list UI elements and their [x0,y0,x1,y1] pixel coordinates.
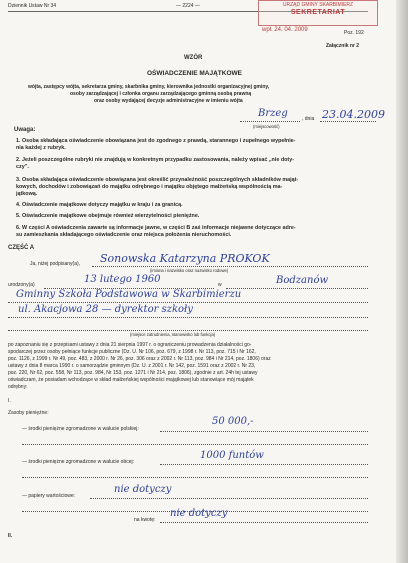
cash-pln-label: — środki pieniężne zgromadzone w walucie polskiej: [22,426,139,432]
date-prefix: , dnia [302,116,315,122]
name-caption: (imiona i nazwisko oraz nazwisko rodowe) [150,268,229,273]
stamp-date: wpł. 24. 04. 2009 [262,27,308,33]
cash-foreign-line-2 [22,477,368,478]
employment-line-2-handwritten: ul. Akacjowa 28 — dyrektor szkoły [18,304,193,315]
legal-line-6: oświadczam, że posiadam wchodzące w skład małżeńskiej wspólności majątkowej lub stanowiące mój majątek [8,377,254,383]
born-label: urodzony(a) [8,282,35,288]
cash-foreign-line [160,464,368,465]
employment-line-1-handwritten: Gminny Szkoła Podstawowa w Skarbimierzu [16,289,242,300]
uwaga-2b: czy”. [16,164,29,170]
legal-line-3: poz. 1126, z 1999 r. Nr 49, poz. 483, z 2000 r. Nr 26, poz. 306 oraz z 2002 r. Nr 113, poz. 984 i Nr 214, poz. 1806) oraz [8,356,271,362]
cash-pln-handwritten: 50 000,- [212,416,254,427]
uwaga-1a: 1. Osoba składająca oświadczenie obowiązana jest do zgodnego z prawdą, starannego i zupełnego wypełnie- [16,138,296,144]
amount-label: na kwotę: [134,517,156,523]
header-page-number: — 2224 — [176,3,200,9]
employment-line-1 [8,302,368,303]
subtitle-line-3: oraz osoby wydającej decyzje administracyjne w imieniu wójta [94,98,243,104]
cash-pln-line-2 [22,444,368,445]
place-line [240,121,300,122]
form-title: OŚWIADCZENIE MAJĄTKOWE [147,70,242,77]
employment-caption: (miejsce zatrudnienia, stanowisko lub funkcja) [130,332,216,337]
amount-handwritten: nie dotyczy [170,508,228,519]
section-ii-heading: II. [8,533,13,539]
stamp-department: SEKRETARIAT [290,9,346,16]
header-position: Poz. 192 [344,30,364,36]
section-i-heading: I. [8,398,11,404]
attachment-label: Załącznik nr 2 [326,43,360,49]
cash-pln-line [160,431,368,432]
uwaga-3b: kowych, dochodów i zobowiązań do majątku odrębnego i majątku objętego małżeńską wspólnością ma- [16,184,283,190]
wzor-label: WZÓR [184,55,203,61]
registry-stamp [258,0,378,26]
header-journal: Dziennik Ustaw Nr 34 [8,3,57,9]
czesc-a-heading: CZĘŚĆ A [8,245,35,251]
uwaga-heading: Uwaga: [14,127,36,133]
name-line [92,266,368,267]
securities-line [90,498,368,499]
name-handwritten: Sonowska Katarzyna PROKOK [100,252,270,265]
place-caption: (miejscowość) [253,124,280,129]
cash-foreign-handwritten: 1000 funtów [200,450,264,461]
securities-handwritten: nie dotyczy [114,484,172,495]
uwaga-2a: 2. Jeżeli poszczególne rubryki nie znajdują w konkretnym przypadku zastosowania, należy wpisać „nie doty- [16,157,294,163]
subtitle-line-2: osoby zarządzającej i członka organu zarządzającego gminną osobą prawną [70,91,252,97]
stamp-office: URZĄD GMINY SKARBIMIERZ [282,2,354,8]
legal-line-5: poz. 220, Nr 62, poz. 558, Nr 113, poz. 984, Nr 153, poz. 1271 i Nr 214, poz. 1806), zgodnie z art. 24h tej ustawy [8,370,258,376]
legal-line-4: ustawy z dnia 8 marca 1990 r. o samorządzie gminnym (Dz. U. z 2001 r. Nr 142, poz. 1591 oraz z 2002 r. Nr 23, [8,363,256,369]
uwaga-4: 4. Oświadczenie majątkowe dotyczy majątku w kraju i za granicą. [16,202,183,208]
born-in-label: w [218,282,222,288]
date-line [320,121,376,122]
legal-line-7: odrębny: [8,384,28,390]
birthplace-handwritten: Bodzanów [276,275,329,286]
amount-line [160,522,368,523]
uwaga-3c: jątkową. [16,191,38,197]
securities-label: — papiery wartościowe: [22,493,76,499]
subtitle-line-1: wójta, zastępcy wójta, sekretarza gminy, skarbnika gminy, kierownika jednostki organizacyjnej gminy, [28,84,270,90]
legal-line-2: spodarczej przez osoby pełniące funkcje publiczne (Dz. U. Nr 106, poz. 679, z 1998 r. Nr 113, poz. 715 i Nr 162, [8,349,256,355]
uwaga-6b: su zamieszkania składającego oświadczenie oraz miejsca położenia nieruchomości. [16,232,232,238]
legal-line-1: po zapoznaniu się z przepisami ustawy z dnia 21 sierpnia 1997 r. o ograniczeniu prowadzenia działalności go- [8,342,252,348]
page-edge-shadow [396,0,408,563]
place-handwritten: Brzeg [258,108,288,119]
uwaga-3a: 3. Osoba składająca oświadczenie obowiązana jest określić przynależność poszczególnych składników mająt- [16,177,299,183]
zasoby-heading: Zasoby pieniężne: [8,410,49,416]
ja-label: Ja, niżej podpisany(a), [30,261,81,267]
date-handwritten: 23.04.2009 [322,108,385,121]
employment-line-3 [8,330,368,331]
cash-foreign-label: — środki pieniężne zgromadzone w walucie obcej: [22,459,135,465]
birthdate-handwritten: 13 lutego 1960 [84,274,161,285]
uwaga-5: 5. Oświadczenie majątkowe obejmuje również wierzytelności pieniężne. [16,213,200,219]
employment-line-2 [8,317,368,318]
uwaga-6a: 6. W części A oświadczenia zawarte są informacje jawne, w części B zaś informacje niejawne dotyczące adre- [16,225,296,231]
uwaga-1b: nia każdej z rubryk. [16,145,66,151]
birthplace-line [226,288,368,289]
